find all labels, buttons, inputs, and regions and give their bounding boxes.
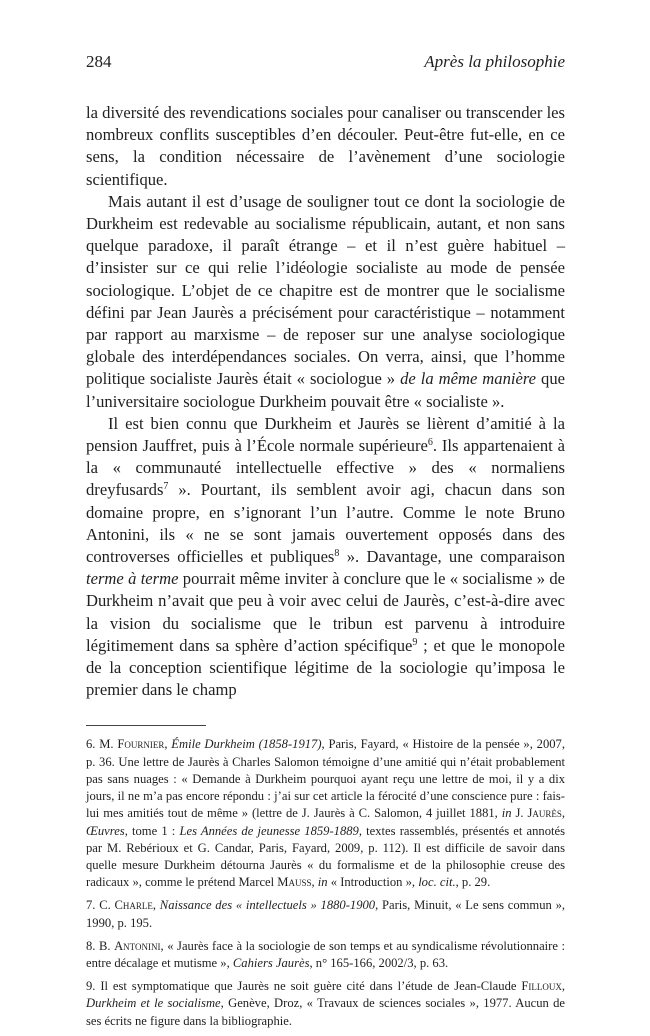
main-text <box>86 102 565 701</box>
footnote-6 <box>86 736 565 891</box>
note-text: , <box>164 737 172 752</box>
paragraph-3-text-a: Il est bien connu que Durkheim et Jaurès se lièrent d’amitié à la pension Jauffret, puis à l’École normale supérieure <box>86 413 565 456</box>
paragraph-3 <box>86 413 565 702</box>
paragraph-1-text: la diversité des revendications sociales pour canaliser ou transcender les nombreux conflits susceptibles d’en découler. Peut-être fut-elle, en ce sens, la condition nécessaire de l’avènement d’une sociologie scientifique. <box>86 103 565 189</box>
note-text: , textes rassemblés, présentés et annotés par M. Rebérioux et G. Candar, Paris, Fayard, 2009, p. 112). Il est difficile de savoir dans quelle mesure Durkheim détourna Jaurès « du formalisme et de la philosophie creuse des radicaux », comme le prétend Marcel <box>86 823 565 890</box>
note-text: 7. C. <box>86 898 115 913</box>
page-header <box>86 52 565 78</box>
note-text: , <box>311 875 318 890</box>
footnote-ref-6[interactable]: 6 <box>427 437 433 449</box>
note-text: , n° 165-166, 2002/3, p. 63. <box>309 955 449 970</box>
note-text: , <box>152 898 160 913</box>
note-text: « Introduction », <box>327 875 419 890</box>
footnote-8 <box>86 938 565 972</box>
note-italic: loc. cit. <box>418 875 456 890</box>
running-title: Après la philosophie <box>424 52 565 71</box>
footnote-7 <box>86 897 565 931</box>
note-title: Durkheim et le socialisme <box>86 996 221 1011</box>
note-text: , « Jaurès face à la sociologie de son temps et au syndicalisme révolutionnaire : entre décalage et mutisme », <box>86 938 565 970</box>
paragraph-3-text-e: pourrait même inviter à conclure que le « socialisme » de Durkheim n’avait que peu à voir avec celui de Jaurès, c’est-à-dire avec la vision du socialisme que le tribun est parvenu à introduire légitimement dans sa sphère d’action spécifique <box>86 569 565 655</box>
note-title: Émile Durkheim (1858-1917) <box>171 737 322 752</box>
footnote-ref-7[interactable]: 7 <box>163 481 169 493</box>
paragraph-1 <box>86 102 565 191</box>
note-italic: in <box>317 875 328 890</box>
note-title: Les Années de jeunesse 1859-1889 <box>179 823 359 838</box>
note-author: Antonini <box>114 938 161 953</box>
note-author: Charle <box>114 898 153 913</box>
note-text: 6. M. <box>86 737 118 752</box>
footnote-9 <box>86 978 565 1030</box>
paragraph-3-text-f: ; et que le monopole de la conception scientifique légitime de la sociologie qu’imposa le premier dans le champ <box>86 635 565 700</box>
note-title: Cahiers Jaurès <box>232 955 310 970</box>
paragraph-2-text-a: Mais autant il est d’usage de souligner tout ce dont la sociologie de Durkheim est redevable au socialisme républicain, autant, et non sans quelque paradoxe, il paraît étrange – et il n’est guère habituel – d’insister sur ce qui relie l’idéologie socialiste au mode de pensée sociologique. L’objet de ce chapitre est de montrer que le socialisme défini par Jean Jaurès a précisément pour caractéristique – notamment par rapport au marxisme – de reposer sur une analyse sociologique globale des interdépendances sociales. On verra, ainsi, que l’homme politique socialiste Jaurès était « sociologue » <box>86 191 565 389</box>
paragraph-2-emphasis: de la même manière <box>400 369 537 389</box>
note-text: 8. B. <box>86 938 115 953</box>
note-text: , <box>561 979 565 994</box>
footnotes <box>86 736 565 1029</box>
footnote-separator <box>86 725 206 726</box>
paragraph-3-emphasis: terme à terme <box>86 569 179 589</box>
note-text: , Paris, Minuit, « Le sens commun », 1990, p. 195. <box>86 898 566 930</box>
footnote-ref-9[interactable]: 9 <box>412 636 418 648</box>
note-text: J. <box>511 806 528 821</box>
note-text: , tome 1 : <box>124 823 180 838</box>
note-title: Œuvres <box>86 823 125 838</box>
paragraph-3-text-b: . Ils appartenaient à la « communauté intellectuelle effective » des « normaliens dreyfusards <box>86 436 565 500</box>
book-page <box>86 52 565 1036</box>
note-italic: in <box>501 806 512 821</box>
note-text: , p. 29. <box>455 875 491 890</box>
page-number: 284 <box>86 52 112 71</box>
note-author: Fournier <box>117 737 165 752</box>
note-text: , <box>561 806 565 821</box>
note-author: Mauss <box>277 875 312 890</box>
note-author: Jaurès <box>527 806 562 821</box>
note-text: , Genève, Droz, « Travaux de sciences sociales », 1977. Aucun de ses écrits ne figure dans la bibliographie. <box>86 996 565 1028</box>
note-title: Naissance des « intellectuels » 1880-1900 <box>159 898 376 913</box>
paragraph-3-text-d: ». Davantage, une comparaison <box>339 547 566 567</box>
paragraph-2-text-b: que l’universitaire sociologue Durkheim pouvait être « socialiste ». <box>86 369 565 411</box>
note-text: , Paris, Fayard, « Histoire de la pensée », 2007, p. 36. Une lettre de Jaurès à Charles Salomon témoigne d’une amitié qui n’était probablement pas sans nuages : « Demande à Durkheim pourquoi ayant reçu une lettre de moi, il y a dix jours, il ne m’a pas encore répondu : j’ai sur cet article la férocité d’une conscience pure : fais-lui mes amitiés tout de même » (lettre de J. Jaurès à C. Salomon, 4 juillet 1881, <box>86 737 565 821</box>
footnote-ref-8[interactable]: 8 <box>334 548 340 560</box>
paragraph-3-text-c: ». Pourtant, ils semblent avoir agi, chacun dans son domaine propre, en s’ignorant l’un l’autre. Comme le note Bruno Antonini, ils « ne se sont jamais ouvertement opposés dans des controverses officielles et publiques <box>86 480 565 567</box>
note-text: 9. Il est symptomatique que Jaurès ne soit guère cité dans l’étude de Jean-Claude <box>86 979 522 994</box>
paragraph-2 <box>86 191 565 413</box>
note-author: Filloux <box>521 979 562 994</box>
